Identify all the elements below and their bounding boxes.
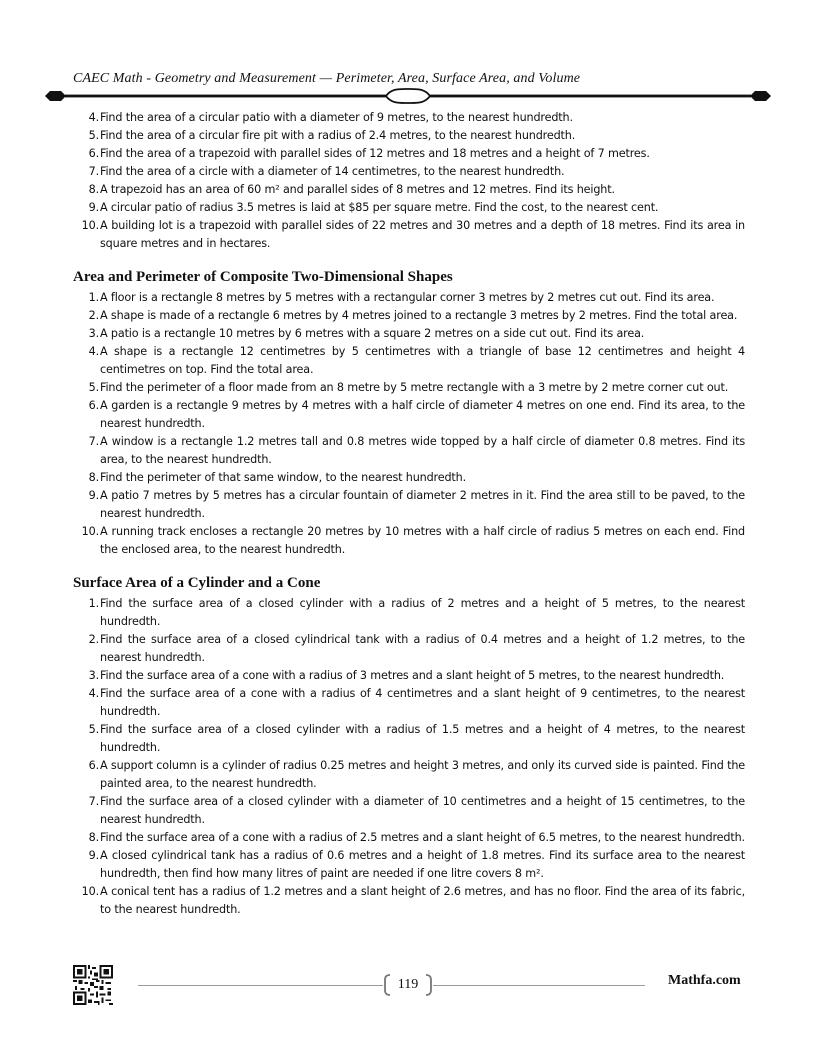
list-item: 5. Find the surface area of a closed cylinder with a radius of 1.5 metres and a height of 4 metres, to the nearest hundredth. — [88, 723, 745, 754]
list-item: 8. Find the surface area of a cone with a radius of 2.5 metres and a slant height of 6.5 metres, to the nearest hundredth. — [88, 831, 745, 844]
section-heading-surface-area: Surface Area of a Cylinder and a Cone — [73, 575, 321, 591]
list-item: 5. Find the perimeter of a floor made from an 8 metre by 5 metre rectangle with a 3 metre by 2 metre corner cut out. — [88, 381, 729, 394]
list-item: 8. Find the perimeter of that same window, to the nearest hundredth. — [88, 471, 467, 484]
list-item: 1. A floor is a rectangle 8 metres by 5 metres with a rectangular corner 3 metres by 2 metres cut out. Find its area. — [88, 291, 715, 304]
qr-code-icon — [73, 965, 113, 1005]
list-item: 2. Find the surface area of a closed cylindrical tank with a radius of 0.4 metres and a height of 1.2 metres, to the nearest hundredth. — [88, 633, 745, 664]
list-item: 9. A circular patio of radius 3.5 metres is laid at $85 per square metre. Find the cost, to the nearest cent. — [88, 201, 659, 214]
section-heading-composite: Area and Perimeter of Composite Two-Dimensional Shapes — [73, 269, 453, 285]
list-item: 7. Find the surface area of a closed cylinder with a diameter of 10 centimetres and a height of 15 centimetres, to the nearest hundredth. — [88, 795, 745, 826]
list-item: 5. Find the area of a circular fire pit with a radius of 2.4 metres, to the nearest hundredth. — [88, 129, 576, 142]
list-item: 10. A running track encloses a rectangle 20 metres by 10 metres with a half circle of radius 5 metres on each end. Find the enclosed area, to the nearest hundredth. — [81, 525, 745, 556]
header-ornament-rule — [45, 88, 771, 104]
list-surface-area — [73, 595, 745, 919]
site-name: Mathfa.com — [668, 973, 741, 988]
list-item: 1. Find the surface area of a closed cylinder with a radius of 2 metres and a height of 5 metres, to the nearest hundredth. — [88, 597, 745, 628]
list-item: 9. A closed cylindrical tank has a radius of 0.6 metres and a height of 1.8 metres. Find its surface area to the nearest hundredth, then find how many litres of paint are needed if one litre covers 8 m². — [88, 849, 745, 880]
list-item: 10. A conical tent has a radius of 1.2 metres and a slant height of 2.6 metres, and has no floor. Find the area of its fabric, to the nearest hundredth. — [81, 885, 745, 916]
list-item: 7. A window is a rectangle 1.2 metres tall and 0.8 metres wide topped by a half circle of diameter 0.8 metres. Find its area, to the nearest hundredth. — [88, 435, 745, 466]
page-number: 119 — [397, 977, 419, 992]
list-item: 3. A patio is a rectangle 10 metres by 6 metres with a square 2 metres on a side cut out. Find its area. — [88, 327, 645, 340]
list-item: 4. A shape is a rectangle 12 centimetres by 5 centimetres with a triangle of base 12 centimetres and height 4 centimetres on top. Find the total area. — [88, 345, 745, 376]
list-composite-shapes — [73, 289, 745, 559]
list-item: 6. A garden is a rectangle 9 metres by 4 metres with a half circle of diameter 4 metres on one end. Find its area, to the nearest hundredth. — [88, 399, 745, 430]
list-item: 6. A support column is a cylinder of radius 0.25 metres and height 3 metres, and only its curved side is painted. Find the painted area, to the nearest hundredth. — [88, 759, 745, 790]
list-item: 4. Find the area of a circular patio with a diameter of 9 metres, to the nearest hundredth. — [88, 111, 573, 124]
list-item: 8. A trapezoid has an area of 60 m² and parallel sides of 8 metres and 12 metres. Find its height. — [88, 183, 615, 196]
list-item: 9. A patio 7 metres by 5 metres has a circular fountain of diameter 2 metres in it. Find the area still to be paved, to the nearest hundredth. — [88, 489, 745, 520]
list-area-circle-trapezoid — [73, 109, 745, 253]
list-item: 2. A shape is made of a rectangle 6 metres by 4 metres joined to a rectangle 3 metres by 2 metres. Find the total area. — [88, 309, 738, 322]
page-content — [73, 109, 745, 919]
list-item: 3. Find the surface area of a cone with a radius of 3 metres and a slant height of 5 metres, to the nearest hundredth. — [88, 669, 725, 682]
list-item: 10. A building lot is a trapezoid with parallel sides of 22 metres and 30 metres and a depth of 18 metres. Find its area in square metres and in hectares. — [81, 219, 745, 250]
footer-rule-left — [138, 985, 383, 986]
list-item: 7. Find the area of a circle with a diameter of 14 centimetres, to the nearest hundredth. — [88, 165, 565, 178]
list-item: 4. Find the surface area of a cone with a radius of 4 centimetres and a slant height of 9 centimetres, to the nearest hundredth. — [88, 687, 745, 718]
footer-rule-right — [433, 985, 645, 986]
page-header-title: CAEC Math - Geometry and Measurement — Perimeter, Area, Surface Area, and Volume — [73, 71, 581, 86]
list-item: 6. Find the area of a trapezoid with parallel sides of 12 metres and 18 metres and a height of 7 metres. — [88, 147, 650, 160]
